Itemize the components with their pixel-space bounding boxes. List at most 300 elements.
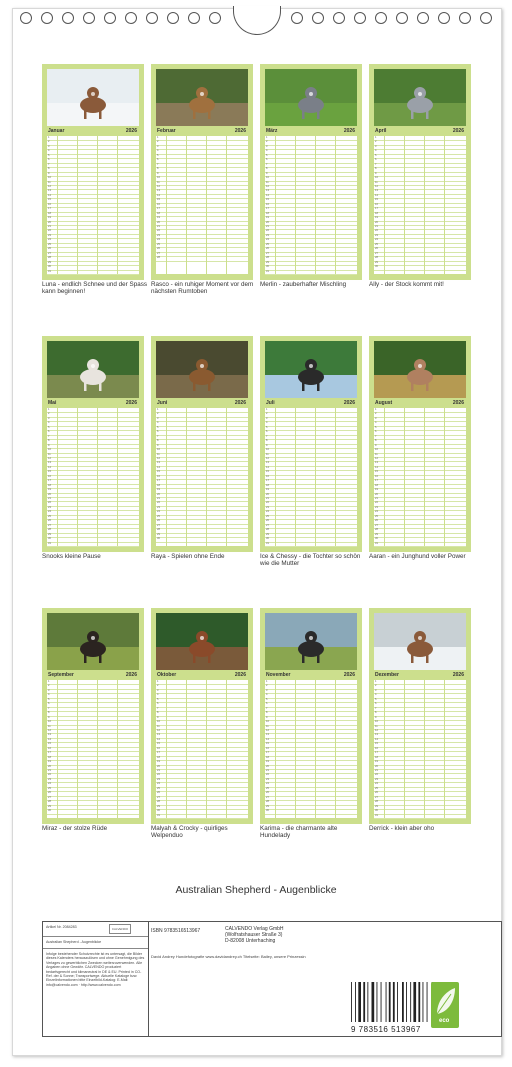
- day-number: 21: [266, 225, 269, 229]
- day-number: 14: [48, 737, 51, 741]
- day-number: 7: [266, 162, 268, 166]
- month-block-märz: [260, 64, 362, 280]
- day-number: 24: [375, 782, 378, 786]
- day-number: 12: [48, 728, 51, 732]
- day-number: 26: [48, 791, 51, 795]
- month-name: Januar: [48, 128, 65, 134]
- day-number: 5: [48, 153, 50, 157]
- day-number: 10: [48, 720, 51, 724]
- day-number: 27: [266, 795, 269, 799]
- day-number: 23: [375, 777, 378, 781]
- day-number: 2: [48, 684, 50, 688]
- day-number: 4: [375, 149, 377, 153]
- day-number: 16: [48, 202, 51, 206]
- day-number: 23: [266, 777, 269, 781]
- day-number: 25: [157, 514, 160, 518]
- day-number: 5: [157, 425, 159, 429]
- day-number: 12: [266, 728, 269, 732]
- day-number: 14: [157, 193, 160, 197]
- day-number: 16: [157, 746, 160, 750]
- day-number: 3: [266, 144, 268, 148]
- day-number: 14: [266, 465, 269, 469]
- day-number: 11: [266, 452, 269, 456]
- day-number: 18: [375, 483, 378, 487]
- photo-caption: Aaran - ein Junghund voller Power: [369, 553, 466, 560]
- binding-hole: [459, 12, 471, 24]
- day-number: 11: [266, 724, 269, 728]
- day-number: 18: [48, 483, 51, 487]
- day-number: 24: [266, 510, 269, 514]
- product-title-row: [43, 936, 148, 949]
- day-number: 20: [375, 220, 378, 224]
- binding-hole: [209, 12, 221, 24]
- day-number: 1: [157, 680, 159, 683]
- photo-caption: Ally - der Stock kommt mit!: [369, 281, 444, 288]
- day-number: 30: [375, 537, 378, 541]
- photo-caption: Rasco - ein ruhiger Moment vor dem nächsten Rumtoben: [151, 281, 254, 296]
- day-number: 28: [157, 800, 160, 804]
- month-name: August: [375, 400, 393, 406]
- day-number: 24: [266, 238, 269, 242]
- day-number: 13: [48, 461, 51, 465]
- day-number: 6: [375, 702, 377, 706]
- day-number: 23: [157, 505, 160, 509]
- photo-caption: Derrick - klein aber oho: [369, 825, 435, 832]
- day-number: 20: [157, 492, 160, 496]
- day-number: 12: [157, 728, 160, 732]
- grid-column-line: [444, 136, 445, 274]
- grid-column-line: [57, 408, 58, 546]
- day-number: 15: [48, 198, 51, 202]
- calendar-title: Australian Shepherd - Augenblicke: [175, 884, 337, 896]
- month-name: September: [48, 672, 74, 678]
- day-number: 19: [157, 216, 160, 220]
- month-header: [47, 128, 139, 135]
- day-number: 30: [375, 265, 378, 269]
- day-number: 6: [266, 702, 268, 706]
- day-number: 15: [266, 198, 269, 202]
- day-number: 13: [375, 733, 378, 737]
- day-number: 11: [48, 180, 51, 184]
- day-number: 2: [375, 684, 377, 688]
- grid-column-line: [384, 136, 385, 274]
- day-number: 8: [266, 439, 268, 443]
- day-number: 22: [375, 501, 378, 505]
- day-number: 16: [48, 746, 51, 750]
- day-number: 6: [266, 158, 268, 162]
- day-number: 15: [157, 198, 160, 202]
- day-number: 29: [375, 532, 378, 536]
- day-number: 5: [375, 697, 377, 701]
- photo-caption: Karima - die charmante alte Hundelady: [260, 825, 338, 840]
- day-number: 20: [375, 764, 378, 768]
- grid-column-line: [97, 408, 98, 546]
- day-number: 4: [157, 149, 159, 153]
- month-block-juli: [260, 336, 362, 552]
- day-number: 21: [266, 497, 269, 501]
- month-header: [156, 400, 248, 407]
- day-number: 24: [157, 238, 160, 242]
- day-number: 5: [266, 153, 268, 157]
- day-number: 5: [157, 153, 159, 157]
- day-number: 7: [375, 706, 377, 710]
- month-year: 2026: [125, 672, 137, 678]
- day-grid: [374, 136, 466, 274]
- day-number: 27: [375, 795, 378, 799]
- binding-hole: [146, 12, 158, 24]
- day-number: 29: [375, 804, 378, 808]
- day-number: 7: [157, 706, 159, 710]
- day-number: 14: [157, 737, 160, 741]
- day-number: 19: [375, 216, 378, 220]
- dog-photo: [265, 341, 357, 398]
- grid-column-line: [97, 136, 98, 274]
- day-number: 14: [375, 193, 378, 197]
- day-number: 10: [266, 176, 269, 180]
- day-number: 29: [157, 532, 160, 536]
- day-number: 20: [48, 764, 51, 768]
- day-number: 20: [266, 220, 269, 224]
- day-row: [374, 814, 466, 819]
- day-number: 25: [48, 514, 51, 518]
- grid-column-line: [77, 408, 78, 546]
- month-year: 2026: [125, 128, 137, 134]
- product-title: Australian Shepherd - Augenblicke: [46, 940, 102, 944]
- month-header: [374, 400, 466, 407]
- month-header: [156, 672, 248, 679]
- day-number: 13: [266, 189, 269, 193]
- day-number: 30: [48, 537, 51, 541]
- day-number: 3: [266, 688, 268, 692]
- month-name: Mai: [48, 400, 57, 406]
- day-number: 27: [157, 523, 160, 527]
- day-number: 21: [266, 769, 269, 773]
- day-number: 2: [157, 412, 159, 416]
- grid-column-line: [77, 136, 78, 274]
- day-number: 8: [375, 167, 377, 171]
- day-number: 12: [375, 456, 378, 460]
- day-number: 10: [375, 448, 378, 452]
- day-number: 4: [375, 421, 377, 425]
- day-number: 24: [375, 510, 378, 514]
- grid-column-line: [206, 136, 207, 274]
- day-number: 17: [266, 751, 269, 755]
- month-name: März: [266, 128, 278, 134]
- day-number: 23: [48, 777, 51, 781]
- day-number: 9: [157, 443, 159, 447]
- day-row: [156, 256, 248, 261]
- day-number: 28: [266, 800, 269, 804]
- day-number: 6: [157, 430, 159, 434]
- day-number: 17: [48, 479, 51, 483]
- day-number: 9: [48, 443, 50, 447]
- day-number: 15: [48, 470, 51, 474]
- month-block-januar: [42, 64, 144, 280]
- day-number: 9: [266, 715, 268, 719]
- day-number: 2: [375, 140, 377, 144]
- day-number: 17: [157, 207, 160, 211]
- binding-hole: [312, 12, 324, 24]
- day-number: 22: [48, 501, 51, 505]
- binding-hole: [375, 12, 387, 24]
- day-grid: [47, 408, 139, 546]
- day-number: 28: [48, 800, 51, 804]
- month-name: Dezember: [375, 672, 399, 678]
- month-name: Juli: [266, 400, 275, 406]
- day-number: 8: [157, 711, 159, 715]
- day-number: 31: [266, 269, 269, 273]
- day-number: 29: [157, 804, 160, 808]
- day-number: 25: [48, 786, 51, 790]
- day-number: 12: [266, 456, 269, 460]
- day-number: 19: [48, 488, 51, 492]
- day-number: 23: [48, 233, 51, 237]
- day-number: 9: [266, 171, 268, 175]
- day-number: 14: [375, 737, 378, 741]
- day-number: 22: [266, 773, 269, 777]
- day-number: 21: [157, 497, 160, 501]
- day-number: 10: [375, 176, 378, 180]
- month-name: April: [375, 128, 387, 134]
- day-number: 14: [48, 193, 51, 197]
- day-number: 10: [266, 720, 269, 724]
- day-number: 22: [48, 773, 51, 777]
- photo-caption: Malyah & Crocky - quirliges Welpenduo: [151, 825, 228, 840]
- photo-caption: Raya - Spielen ohne Ende: [151, 553, 225, 560]
- day-number: 27: [48, 523, 51, 527]
- day-grid: [374, 408, 466, 546]
- grid-column-line: [117, 136, 118, 274]
- day-number: 8: [375, 439, 377, 443]
- day-number: 11: [157, 452, 160, 456]
- day-number: 16: [266, 202, 269, 206]
- day-grid: [265, 408, 357, 546]
- dog-photo: [47, 341, 139, 398]
- day-number: 13: [157, 733, 160, 737]
- grid-column-line: [384, 408, 385, 546]
- day-row: [47, 542, 139, 547]
- day-number: 25: [375, 514, 378, 518]
- day-number: 21: [48, 497, 51, 501]
- day-number: 3: [375, 688, 377, 692]
- day-number: 17: [48, 207, 51, 211]
- day-number: 21: [375, 225, 378, 229]
- grid-column-line: [335, 408, 336, 546]
- day-number: 26: [266, 791, 269, 795]
- day-number: 30: [157, 537, 160, 541]
- day-number: 25: [375, 786, 378, 790]
- day-number: 21: [157, 769, 160, 773]
- day-number: 4: [48, 421, 50, 425]
- month-block-november: [260, 608, 362, 824]
- dog-photo: [265, 69, 357, 126]
- day-number: 27: [266, 523, 269, 527]
- grid-column-line: [186, 680, 187, 818]
- month-block-august: [369, 336, 471, 552]
- day-number: 21: [157, 225, 160, 229]
- day-number: 5: [48, 425, 50, 429]
- day-number: 12: [48, 184, 51, 188]
- article-number: Artikel Nr. 2084283: [46, 925, 77, 929]
- day-number: 22: [266, 229, 269, 233]
- grid-column-line: [295, 408, 296, 546]
- day-number: 20: [375, 492, 378, 496]
- month-header: [156, 128, 248, 135]
- day-number: 11: [375, 452, 378, 456]
- day-number: 21: [375, 497, 378, 501]
- day-number: 12: [375, 184, 378, 188]
- day-number: 29: [48, 804, 51, 808]
- day-number: 6: [48, 430, 50, 434]
- grid-column-line: [444, 680, 445, 818]
- day-number: 6: [157, 158, 159, 162]
- day-number: 19: [157, 488, 160, 492]
- day-number: 14: [266, 737, 269, 741]
- day-number: 19: [48, 216, 51, 220]
- photo-caption: Ice & Chessy - die Tochter so schön wie die Mutter: [260, 553, 361, 568]
- day-number: 10: [157, 176, 160, 180]
- day-number: 11: [266, 180, 269, 184]
- day-number: 14: [266, 193, 269, 197]
- photo-caption: Merlin - zauberhafter Mischling: [260, 281, 347, 288]
- day-number: 2: [375, 412, 377, 416]
- grid-column-line: [226, 408, 227, 546]
- day-number: 25: [266, 242, 269, 246]
- grid-column-line: [166, 408, 167, 546]
- month-name: Februar: [157, 128, 176, 134]
- month-header: [265, 672, 357, 679]
- month-header: [265, 400, 357, 407]
- grid-column-line: [117, 408, 118, 546]
- day-number: 5: [266, 697, 268, 701]
- grid-column-line: [226, 680, 227, 818]
- day-number: 19: [266, 488, 269, 492]
- day-row: [47, 809, 139, 814]
- dog-photo: [156, 613, 248, 670]
- day-number: 10: [266, 448, 269, 452]
- day-number: 26: [48, 247, 51, 251]
- day-number: 27: [266, 251, 269, 255]
- day-number: 24: [48, 782, 51, 786]
- grid-column-line: [206, 680, 207, 818]
- day-number: 22: [157, 501, 160, 505]
- day-number: 16: [157, 474, 160, 478]
- day-grid: [265, 136, 357, 274]
- day-number: 3: [375, 416, 377, 420]
- day-number: 29: [375, 260, 378, 264]
- grid-column-line: [424, 680, 425, 818]
- day-number: 16: [375, 746, 378, 750]
- month-block-februar: [151, 64, 253, 280]
- day-number: 30: [48, 265, 51, 269]
- binding-hole: [438, 12, 450, 24]
- binding-hole: [41, 12, 53, 24]
- grid-column-line: [186, 408, 187, 546]
- day-number: 19: [266, 760, 269, 764]
- day-number: 8: [48, 439, 50, 443]
- month-year: 2026: [452, 672, 464, 678]
- day-grid: [47, 680, 139, 818]
- day-number: 8: [157, 439, 159, 443]
- day-number: 19: [375, 760, 378, 764]
- day-grid: [47, 136, 139, 274]
- binding-hole: [20, 12, 32, 24]
- day-number: 4: [48, 149, 50, 153]
- day-number: 1: [266, 136, 268, 139]
- day-row: [265, 809, 357, 814]
- day-number: 26: [48, 519, 51, 523]
- day-number: 23: [48, 505, 51, 509]
- day-number: 23: [266, 233, 269, 237]
- day-number: 23: [157, 233, 160, 237]
- month-block-april: [369, 64, 471, 280]
- day-number: 6: [266, 430, 268, 434]
- day-number: 13: [266, 733, 269, 737]
- day-number: 9: [157, 171, 159, 175]
- day-number: 29: [266, 532, 269, 536]
- day-number: 28: [157, 528, 160, 532]
- binding-hole: [354, 12, 366, 24]
- legal-notice: Infolge bestehender Schutzrechte ist es untersagt, die Bilder dieses Kalenders herauszulösen und ohne Genehmigung des Verlages zu gewerblichen Zwecken weiterzuverwenden. Alle Angaben ohne Gewähr. CALVENDO produziert bedarfsgerecht und klimaneutral in DE & EU. Printed in CO-Ref. der & Sonne; Transportwege. Aktuelle Kataloge bzw. Einzelinformationen bitte Einzelbild-Katalog: E-Mail: info@calvendo.com · http://www.calvendo.com: [46, 952, 145, 987]
- day-number: 15: [266, 470, 269, 474]
- day-number: 5: [375, 153, 377, 157]
- day-number: 6: [375, 430, 377, 434]
- day-number: 13: [157, 189, 160, 193]
- day-number: 10: [157, 720, 160, 724]
- day-number: 21: [48, 225, 51, 229]
- day-number: 8: [48, 711, 50, 715]
- day-number: 24: [157, 782, 160, 786]
- day-number: 27: [48, 795, 51, 799]
- day-number: 7: [48, 706, 50, 710]
- publisher-line: CALVENDO Verlag GmbH: [225, 926, 284, 932]
- day-number: 1: [375, 680, 377, 683]
- month-year: 2026: [234, 672, 246, 678]
- day-number: 11: [157, 180, 160, 184]
- publisher-line: (Wolfratshauser Straße 3): [225, 932, 283, 938]
- day-number: 6: [48, 158, 50, 162]
- grid-column-line: [384, 680, 385, 818]
- day-number: 15: [266, 742, 269, 746]
- day-number: 29: [48, 260, 51, 264]
- day-number: 20: [266, 764, 269, 768]
- day-number: 7: [266, 706, 268, 710]
- day-number: 28: [375, 256, 378, 260]
- day-number: 12: [157, 184, 160, 188]
- month-header: [265, 128, 357, 135]
- day-number: 7: [48, 434, 50, 438]
- day-number: 7: [266, 434, 268, 438]
- binding-hole: [480, 12, 492, 24]
- publisher-address: [225, 926, 284, 944]
- day-number: 17: [266, 479, 269, 483]
- day-number: 6: [157, 702, 159, 706]
- day-number: 24: [266, 782, 269, 786]
- dog-photo: [47, 613, 139, 670]
- day-number: 30: [266, 537, 269, 541]
- day-number: 13: [375, 461, 378, 465]
- day-number: 10: [48, 448, 51, 452]
- day-number: 20: [48, 220, 51, 224]
- grid-column-line: [186, 136, 187, 274]
- day-number: 3: [157, 688, 159, 692]
- dog-photo: [265, 613, 357, 670]
- day-number: 25: [157, 786, 160, 790]
- day-row: [265, 542, 357, 547]
- day-number: 9: [266, 443, 268, 447]
- day-number: 9: [375, 171, 377, 175]
- day-number: 17: [375, 207, 378, 211]
